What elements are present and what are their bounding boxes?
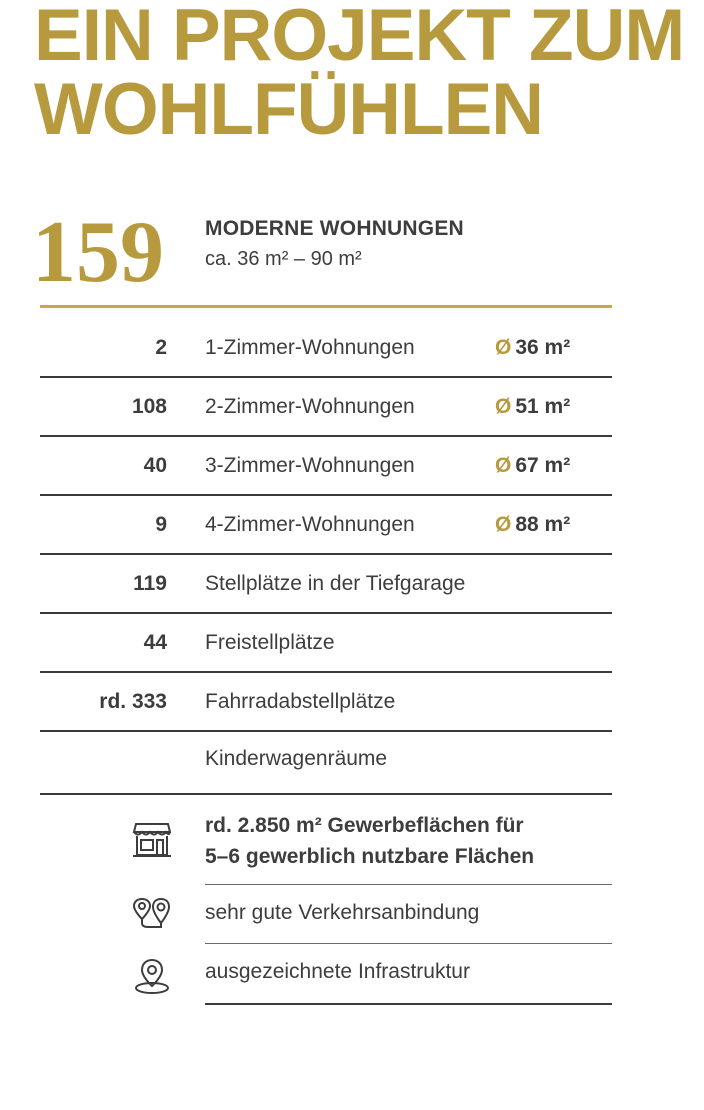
table-row [40, 615, 612, 673]
infrastructure-text: ausgezeichnete Infrastruktur [205, 960, 470, 983]
shop-icon [132, 822, 172, 863]
row-count: rd. 333 [99, 690, 167, 713]
apartments-title: MODERNE WOHNUNGEN [205, 217, 464, 240]
row-area-value: 51 m² [515, 395, 571, 418]
table-row [40, 556, 612, 614]
route-pins-icon [132, 897, 174, 936]
feature-infrastructure [40, 944, 612, 1004]
row-count: 9 [155, 513, 167, 536]
headline [34, 0, 684, 148]
gold-divider [40, 305, 612, 308]
row-label: 1-Zimmer-Wohnungen [205, 336, 415, 359]
diameter-symbol: Ø [495, 395, 512, 418]
row-label: Fahrradabstellplätze [205, 690, 396, 713]
feature-commercial [40, 810, 612, 885]
row-label: 4-Zimmer-Wohnungen [205, 513, 415, 536]
row-label: 3-Zimmer-Wohnungen [205, 454, 415, 477]
table-row [40, 733, 612, 795]
diameter-symbol: Ø [495, 513, 512, 536]
row-count: 108 [131, 395, 167, 418]
row-label: Stellplätze in der Tiefgarage [205, 572, 466, 595]
row-label: 2-Zimmer-Wohnungen [205, 395, 415, 418]
table-row [40, 438, 612, 496]
headline-line-2: WOHLFÜHLEN [34, 69, 544, 150]
commercial-line-2: 5–6 gewerblich nutzbare Flächen [205, 845, 535, 868]
row-area-value: 88 m² [515, 513, 571, 536]
row-count: 40 [143, 454, 167, 477]
diameter-symbol: Ø [495, 454, 512, 477]
row-count: 44 [143, 631, 167, 654]
location-pin-icon [132, 958, 172, 1001]
feature-traffic [40, 885, 612, 944]
table-row [40, 674, 612, 732]
commercial-line-1: rd. 2.850 m² Gewerbeflächen für [205, 814, 524, 837]
facts-table [40, 320, 612, 796]
commercial-text [205, 810, 534, 872]
bottom-divider [205, 1003, 612, 1005]
traffic-text: sehr gute Verkehrsanbindung [205, 901, 480, 924]
row-average-area [495, 454, 570, 478]
row-area-value: 36 m² [515, 336, 571, 359]
table-row [40, 320, 612, 378]
row-average-area [495, 395, 570, 419]
row-area-value: 67 m² [515, 454, 571, 477]
row-count: 119 [133, 572, 167, 595]
headline-line-1: EIN PROJEKT ZUM [34, 0, 685, 76]
row-average-area [495, 336, 570, 360]
apartments-size-range: ca. 36 m² – 90 m² [205, 248, 362, 270]
diameter-symbol: Ø [495, 336, 512, 359]
row-label: Freistellplätze [205, 631, 335, 654]
row-label: Kinderwagenräume [205, 747, 388, 770]
row-count: 2 [155, 336, 167, 359]
table-row [40, 497, 612, 555]
apartment-count: 159 [32, 204, 164, 301]
table-row [40, 379, 612, 437]
row-average-area [495, 513, 570, 537]
